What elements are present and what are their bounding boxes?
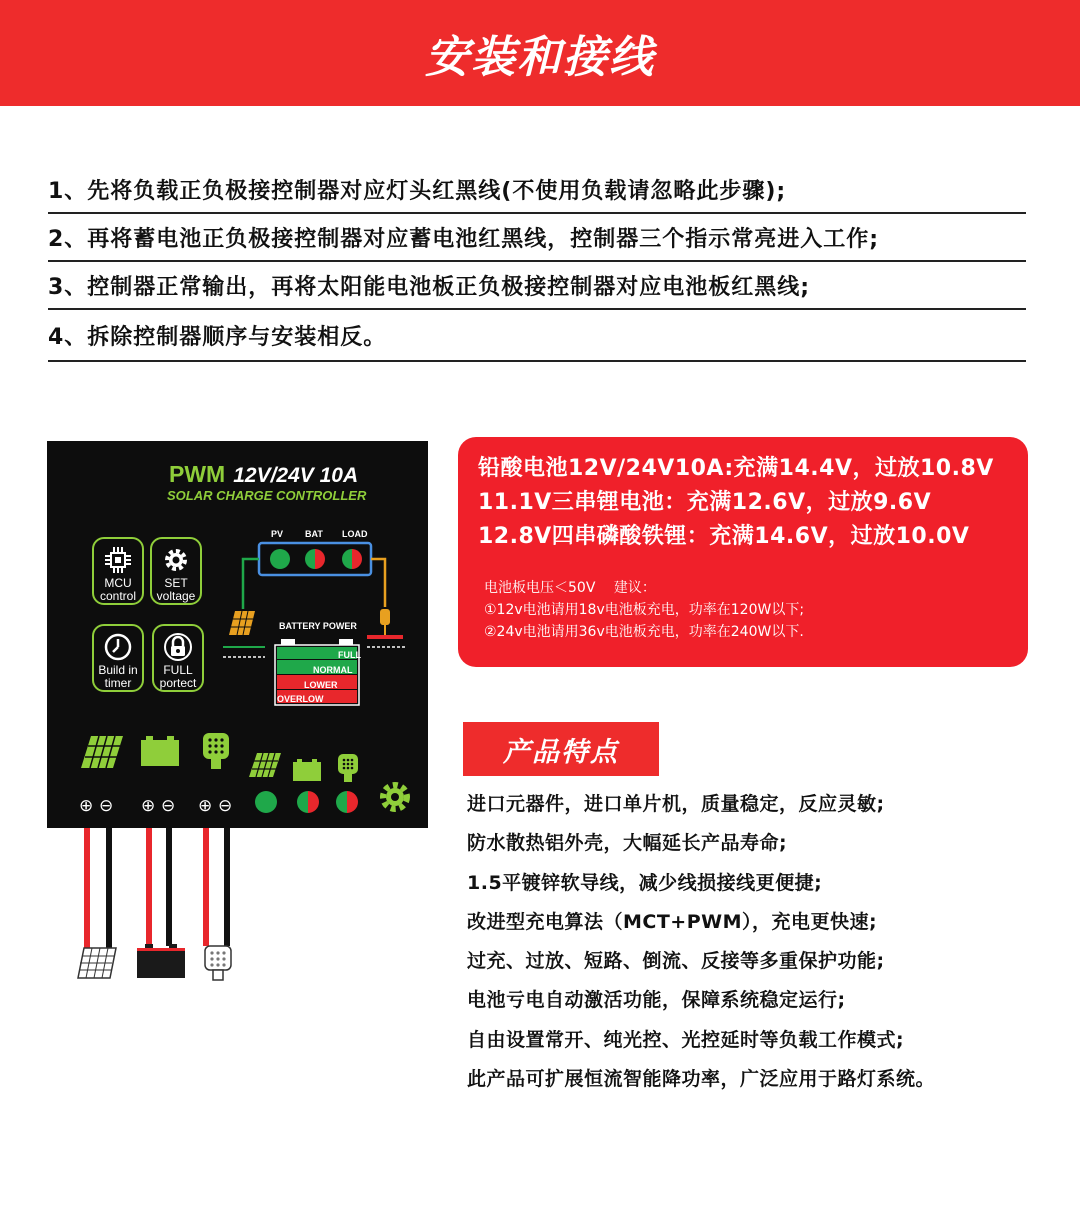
header-banner — [0, 0, 1080, 106]
step-1: 1、先将负载正负极接控制器对应灯头红黑线(不使用负载请忽略此步骤); — [48, 166, 1026, 214]
solar-plus-symbol: ⊕ — [79, 796, 94, 816]
load-status-icon — [337, 753, 359, 783]
features-list — [467, 785, 935, 1099]
timer-label: Build in timer — [98, 663, 138, 690]
mcu-control-button — [92, 537, 144, 605]
step-3: 3、控制器正常输出，再将太阳能电池板正负极接控制器对应电池板红黑线; — [48, 262, 1026, 310]
feature-item: 此产品可扩展恒流智能降功率，广泛应用于路灯系统。 — [467, 1068, 936, 1091]
pv-positive-cable — [84, 828, 90, 950]
advice-24v: ②24v电池请用36v电池板充电，功率在240W以下. — [484, 624, 804, 640]
feature-item: 进口元器件，进口单片机，质量稳定，反应灵敏; — [467, 793, 885, 815]
bat-indicator-label: BAT — [305, 529, 323, 539]
battery-minus-symbol: ⊖ — [161, 796, 176, 816]
set-label: SET voltage — [156, 576, 196, 603]
feature-item: 自由设置常开、纯光控、光控延时等负载工作模式; — [467, 1028, 905, 1051]
full-protect-button — [152, 624, 204, 692]
bat-positive-cable — [146, 828, 152, 946]
clock-icon — [103, 632, 133, 662]
pv-indicator-label: PV — [271, 529, 284, 539]
spec-line-lifepo4: 12.8V四串磷酸铁锂：充满14.6V，过放10.0V — [478, 524, 970, 549]
load-negative-cable — [224, 828, 230, 946]
spec-line-lithium: 11.1V三串锂电池：充满12.6V，过放9.6V — [478, 490, 932, 515]
set-voltage-button — [150, 537, 202, 605]
lamp-minus-symbol: ⊖ — [218, 796, 233, 816]
lamp-terminal-icon — [201, 731, 231, 771]
banner-title: 安装和接线 — [425, 32, 655, 83]
feature-item: 1.5平镀锌软导线，减少线损接线更便捷; — [467, 871, 823, 894]
gear-icon — [161, 545, 191, 575]
load-indicator-label: LOAD — [342, 529, 368, 539]
load-positive-cable — [203, 828, 209, 946]
level-full-label: FULL — [338, 650, 361, 660]
advice-heading: 电池板电压＜50V 建议： — [484, 580, 656, 596]
lamp-icon — [203, 944, 233, 982]
install-steps — [48, 166, 1026, 362]
solar-minus-symbol: ⊖ — [99, 796, 114, 816]
battery-power-label: BATTERY POWER — [279, 621, 357, 631]
step-2: 2、再将蓄电池正负极接控制器对应蓄电池红黑线，控制器三个指示常亮进入工作; — [48, 214, 1026, 262]
settings-gear-icon — [377, 779, 413, 815]
feature-item: 改进型充电算法（MCT+PWM），充电更快速; — [467, 910, 878, 933]
device-title — [169, 461, 358, 488]
solar-terminal-icon — [79, 734, 125, 770]
chip-icon — [103, 545, 133, 575]
solar-panel-icon — [76, 946, 118, 980]
battery-terminal-icon — [141, 736, 179, 766]
feature-item: 过充、过放、短路、倒流、反接等多重保护功能; — [467, 950, 885, 973]
mcu-label: MCU control — [99, 576, 137, 603]
device-subtitle: SOLAR CHARGE CONTROLLER — [167, 488, 367, 503]
battery-plus-symbol: ⊕ — [141, 796, 156, 816]
full-label: FULL portect — [159, 663, 197, 690]
lamp-plus-symbol: ⊕ — [198, 796, 213, 816]
bat-negative-cable — [166, 828, 172, 946]
charge-controller-device — [47, 441, 428, 828]
feature-item: 防水散热铝外壳，大幅延长产品寿命; — [467, 832, 788, 855]
battery-spec-card — [458, 437, 1028, 667]
device-brand: PWM — [169, 461, 226, 487]
timer-button — [92, 624, 144, 692]
spec-line-lead-acid: 铅酸电池12V/24V10A:充满14.4V，过放10.8V — [478, 456, 994, 481]
feature-item: 电池亏电自动激活功能，保障系统稳定运行; — [467, 989, 846, 1012]
advice-12v: ①12v电池请用18v电池板充电，功率在120W以下; — [484, 602, 805, 618]
pv-status-icon — [247, 751, 283, 779]
step-4: 4、拆除控制器顺序与安装相反。 — [48, 310, 1026, 362]
battery-icon — [137, 944, 185, 978]
level-lower-label: LOWER — [304, 680, 338, 690]
features-title: 产品特点 — [463, 722, 659, 776]
status-leds — [252, 788, 372, 816]
lock-icon — [163, 632, 193, 662]
level-normal-label: NORMAL — [313, 665, 353, 675]
pv-negative-cable — [106, 828, 112, 950]
bat-status-icon — [293, 759, 321, 781]
device-spec: 12V/24V 10A — [233, 464, 359, 487]
level-overlow-label: OVERLOW — [277, 694, 324, 704]
